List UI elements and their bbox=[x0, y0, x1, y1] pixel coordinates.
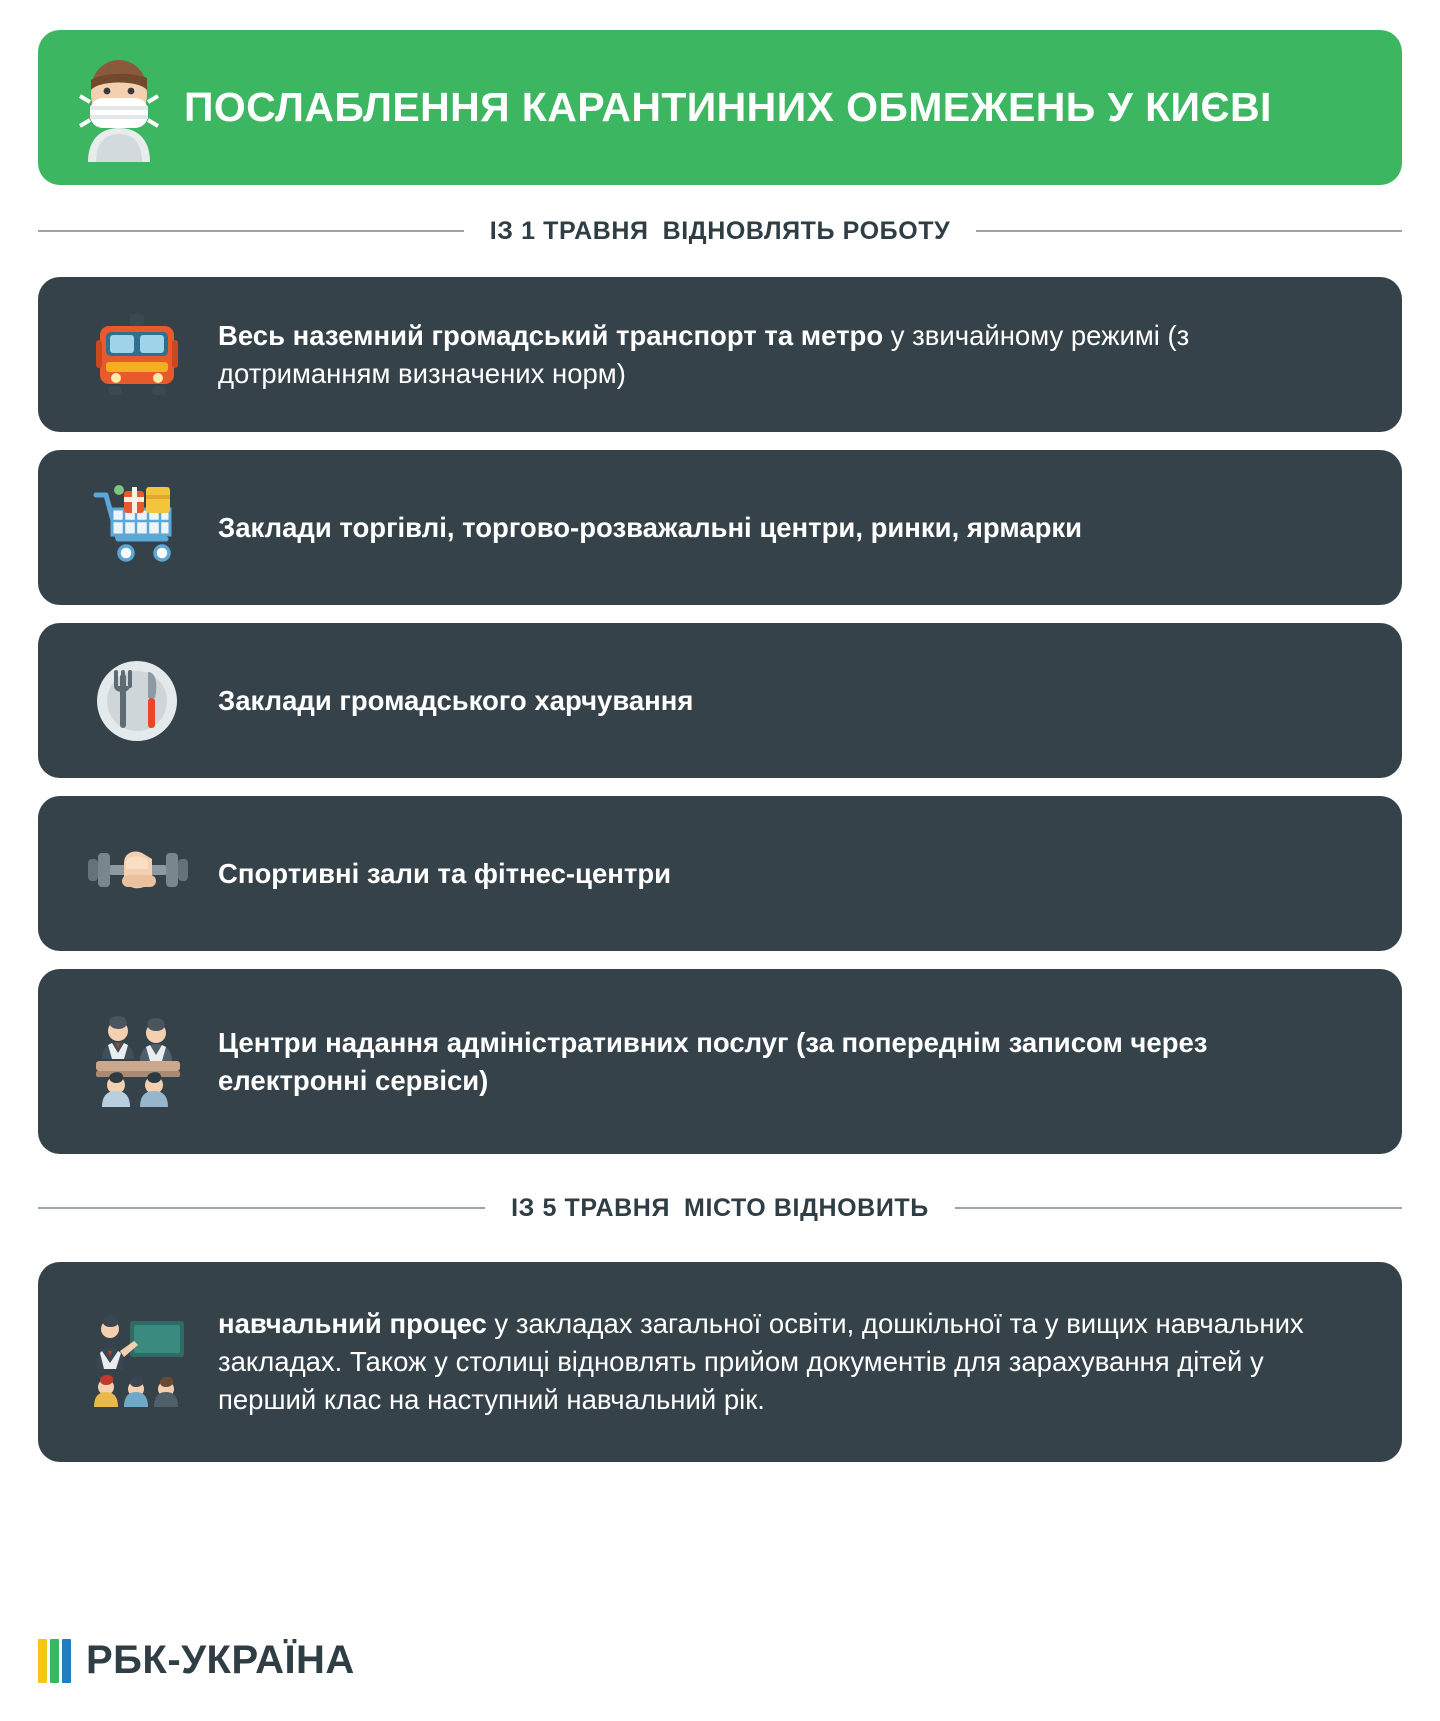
list-item-text bbox=[218, 855, 685, 893]
list-item-rest: у закладах загальної освіти, дошкільної та у вищих навчальних закладах. Також у столиці відновлять прийом документів для зарахування дітей у перший клас на наступний навчальний рік. bbox=[218, 1308, 1304, 1415]
classroom-icon bbox=[72, 1307, 202, 1417]
list-item-text bbox=[218, 1305, 1372, 1419]
list-item-text bbox=[218, 509, 1096, 547]
divider-left bbox=[38, 230, 464, 232]
plate-cutlery-icon bbox=[72, 646, 202, 756]
list-item-bold: Заклади громадського харчування bbox=[218, 684, 694, 716]
section-heading-2 bbox=[38, 1188, 1402, 1228]
list-item bbox=[38, 450, 1402, 605]
dumbbell-icon bbox=[72, 819, 202, 929]
shopping-cart-icon bbox=[72, 473, 202, 583]
header-banner bbox=[38, 30, 1402, 185]
list-item-bold: Центри надання адміністративних послуг (за попереднім записом через електронні сервіси) bbox=[218, 1026, 1208, 1096]
list-item bbox=[38, 623, 1402, 778]
infographic-page bbox=[0, 30, 1440, 1721]
footer-logo bbox=[38, 1638, 355, 1683]
list-item-text bbox=[218, 317, 1372, 393]
list-item bbox=[38, 277, 1402, 432]
list-item-text bbox=[218, 1024, 1372, 1100]
section-label-2 bbox=[511, 1194, 929, 1223]
divider-right bbox=[955, 1207, 1402, 1209]
masked-person-icon bbox=[64, 50, 174, 165]
divider-left bbox=[38, 1207, 485, 1209]
section-date-1: ІЗ 1 ТРАВНЯ bbox=[489, 216, 649, 245]
service-center-icon bbox=[72, 1007, 202, 1117]
section-label-1 bbox=[490, 217, 951, 246]
list-item-bold: Весь наземний громадський транспорт та метро bbox=[218, 319, 884, 351]
list-item-bold: Спортивні зали та фітнес-центри bbox=[218, 857, 672, 889]
list-item-text bbox=[218, 682, 707, 720]
list-item-bold: навчальний процес bbox=[218, 1308, 487, 1340]
page-title: ПОСЛАБЛЕННЯ КАРАНТИННИХ ОБМЕЖЕНЬ У КИЄВІ bbox=[184, 83, 1272, 130]
logo-text: РБК-УКРАЇНА bbox=[86, 1638, 355, 1682]
list-item bbox=[38, 796, 1402, 951]
divider-right bbox=[976, 230, 1402, 232]
section-date-2: ІЗ 5 ТРАВНЯ bbox=[511, 1193, 671, 1222]
section-heading-1 bbox=[38, 211, 1402, 251]
rbc-bars-icon bbox=[38, 1639, 72, 1683]
section-action-2: МІСТО ВІДНОВИТЬ bbox=[684, 1193, 929, 1222]
list-item bbox=[38, 969, 1402, 1154]
list-item bbox=[38, 1262, 1402, 1462]
tram-icon bbox=[72, 300, 202, 410]
list-item-bold: Заклади торгівлі, торгово-розважальні центри, ринки, ярмарки bbox=[218, 511, 1083, 543]
section-action-1: ВІДНОВЛЯТЬ РОБОТУ bbox=[662, 216, 951, 245]
list-item-rest: у звичайному режимі (з дотриманням визначених норм) bbox=[218, 319, 1190, 389]
